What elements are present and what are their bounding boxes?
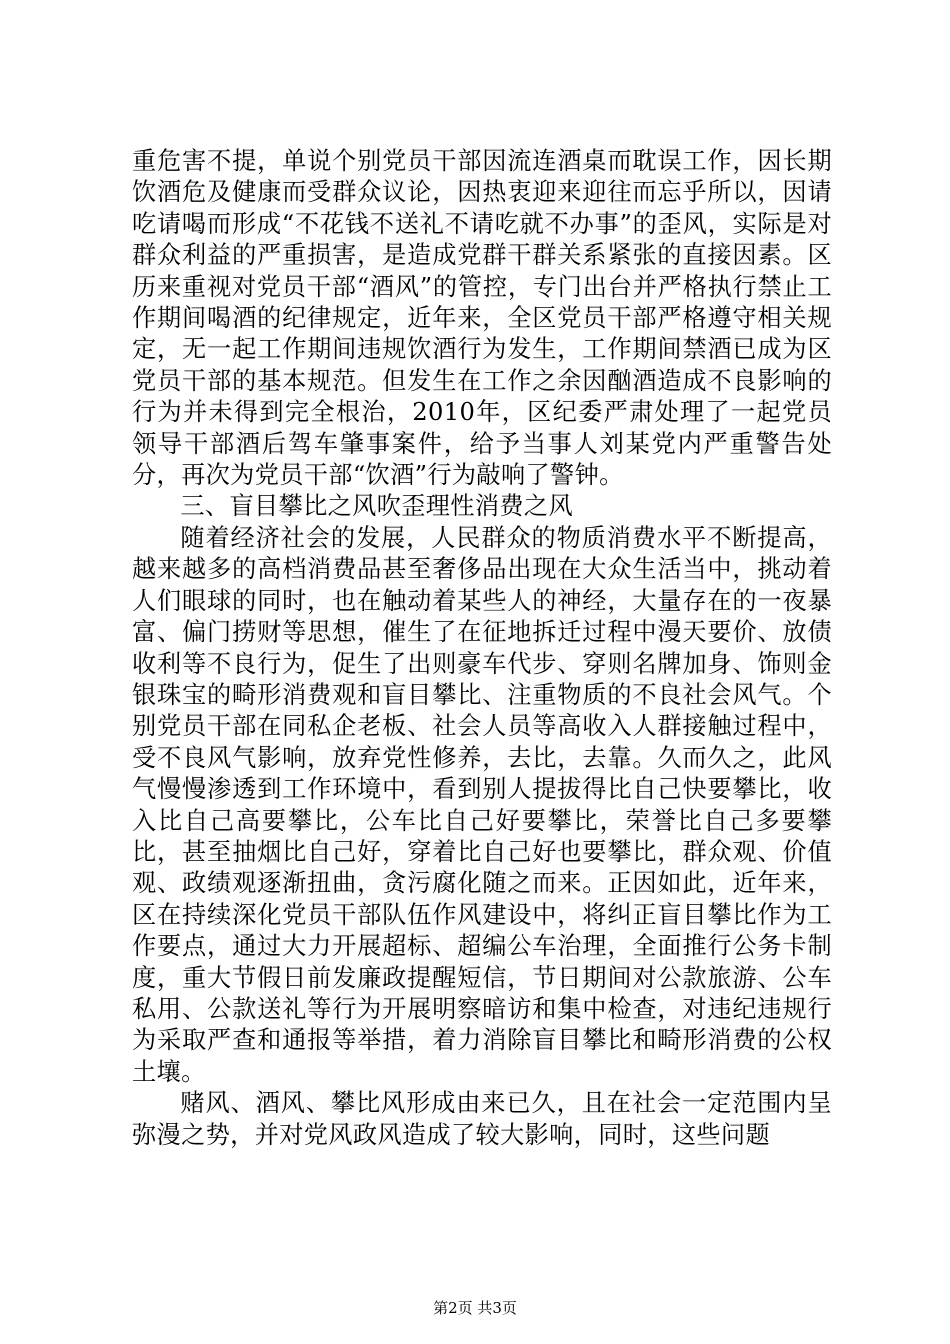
paragraph-continuation: 重危害不提，单说个别党员干部因流连酒桌而耽误工作，因长期饮酒危及健康而受群众议论，因热衷迎来迎往而忘乎所以，因请吃请喝而形成“不花钱不送礼不请吃就不办事”的歪风，实际是对群众利益的严重损害，是造成党群干群关系紧张的直接因素。区历来重视对党员干部“酒风”的管控，专门出台并严格执行禁止工作期间喝酒的纪律规定，近年来，全区党员干部严格遵守相关规定，无一起工作期间违规饮酒行为发生，工作期间禁酒已成为区党员干部的基本规范。但发生在工作之余因酗酒造成不良影响的行为并未得到完全根治，2010年，区纪委严肃处理了一起党员领导干部酒后驾车肇事案件，给予当事人刘某党内严重警告处分，再次为党员干部“饮酒”行为敲响了警钟。 (132, 147, 832, 490)
document-body (132, 146, 832, 1151)
section-heading: 三、盲目攀比之风吹歪理性消费之风 (180, 492, 573, 521)
page-number-footer: 第2页 共3页 (433, 1299, 517, 1317)
paragraph: 赌风、酒风、攀比风形成由来已久，且在社会一定范围内呈弥漫之势，并对党风政风造成了较大影响，同时，这些问题 (132, 1089, 832, 1149)
paragraph: 随着经济社会的发展，人民群众的物质消费水平不断提高，越来越多的高档消费品甚至奢侈品出现在大众生活当中，挑动着人们眼球的同时，也在触动着某些人的神经，大量存在的一夜暴富、偏门捞财等思想，催生了在征地拆迁过程中漫天要价、放债收利等不良行为，促生了出则豪车代步、穿则名牌加身、饰则金银珠宝的畸形消费观和盲目攀比、注重物质的不良社会风气。个别党员干部在同私企老板、社会人员等高收入人群接触过程中，受不良风气影响，放弃党性修养，去比，去靠。久而久之，此风气慢慢渗透到工作环境中，看到别人提拔得比自己快要攀比，收入比自己高要攀比，公车比自己好要攀比，荣誉比自己多要攀比，甚至抽烟比自己好，穿着比自己好也要攀比，群众观、价值观、政绩观逐渐扭曲，贪污腐化随之而来。正因如此，近年来，区在持续深化党员干部队伍作风建设中，将纠正盲目攀比作为工作要点，通过大力开展超标、超编公车治理，全面推行公务卡制度，重大节假日前发廉政提醒短信，节日期间对公款旅游、公车私用、公款送礼等行为开展明察暗访和集中检查，对违纪违规行为采取严查和通报等举措，着力消除盲目攀比和畸形消费的公权土壤。 (132, 523, 832, 1086)
